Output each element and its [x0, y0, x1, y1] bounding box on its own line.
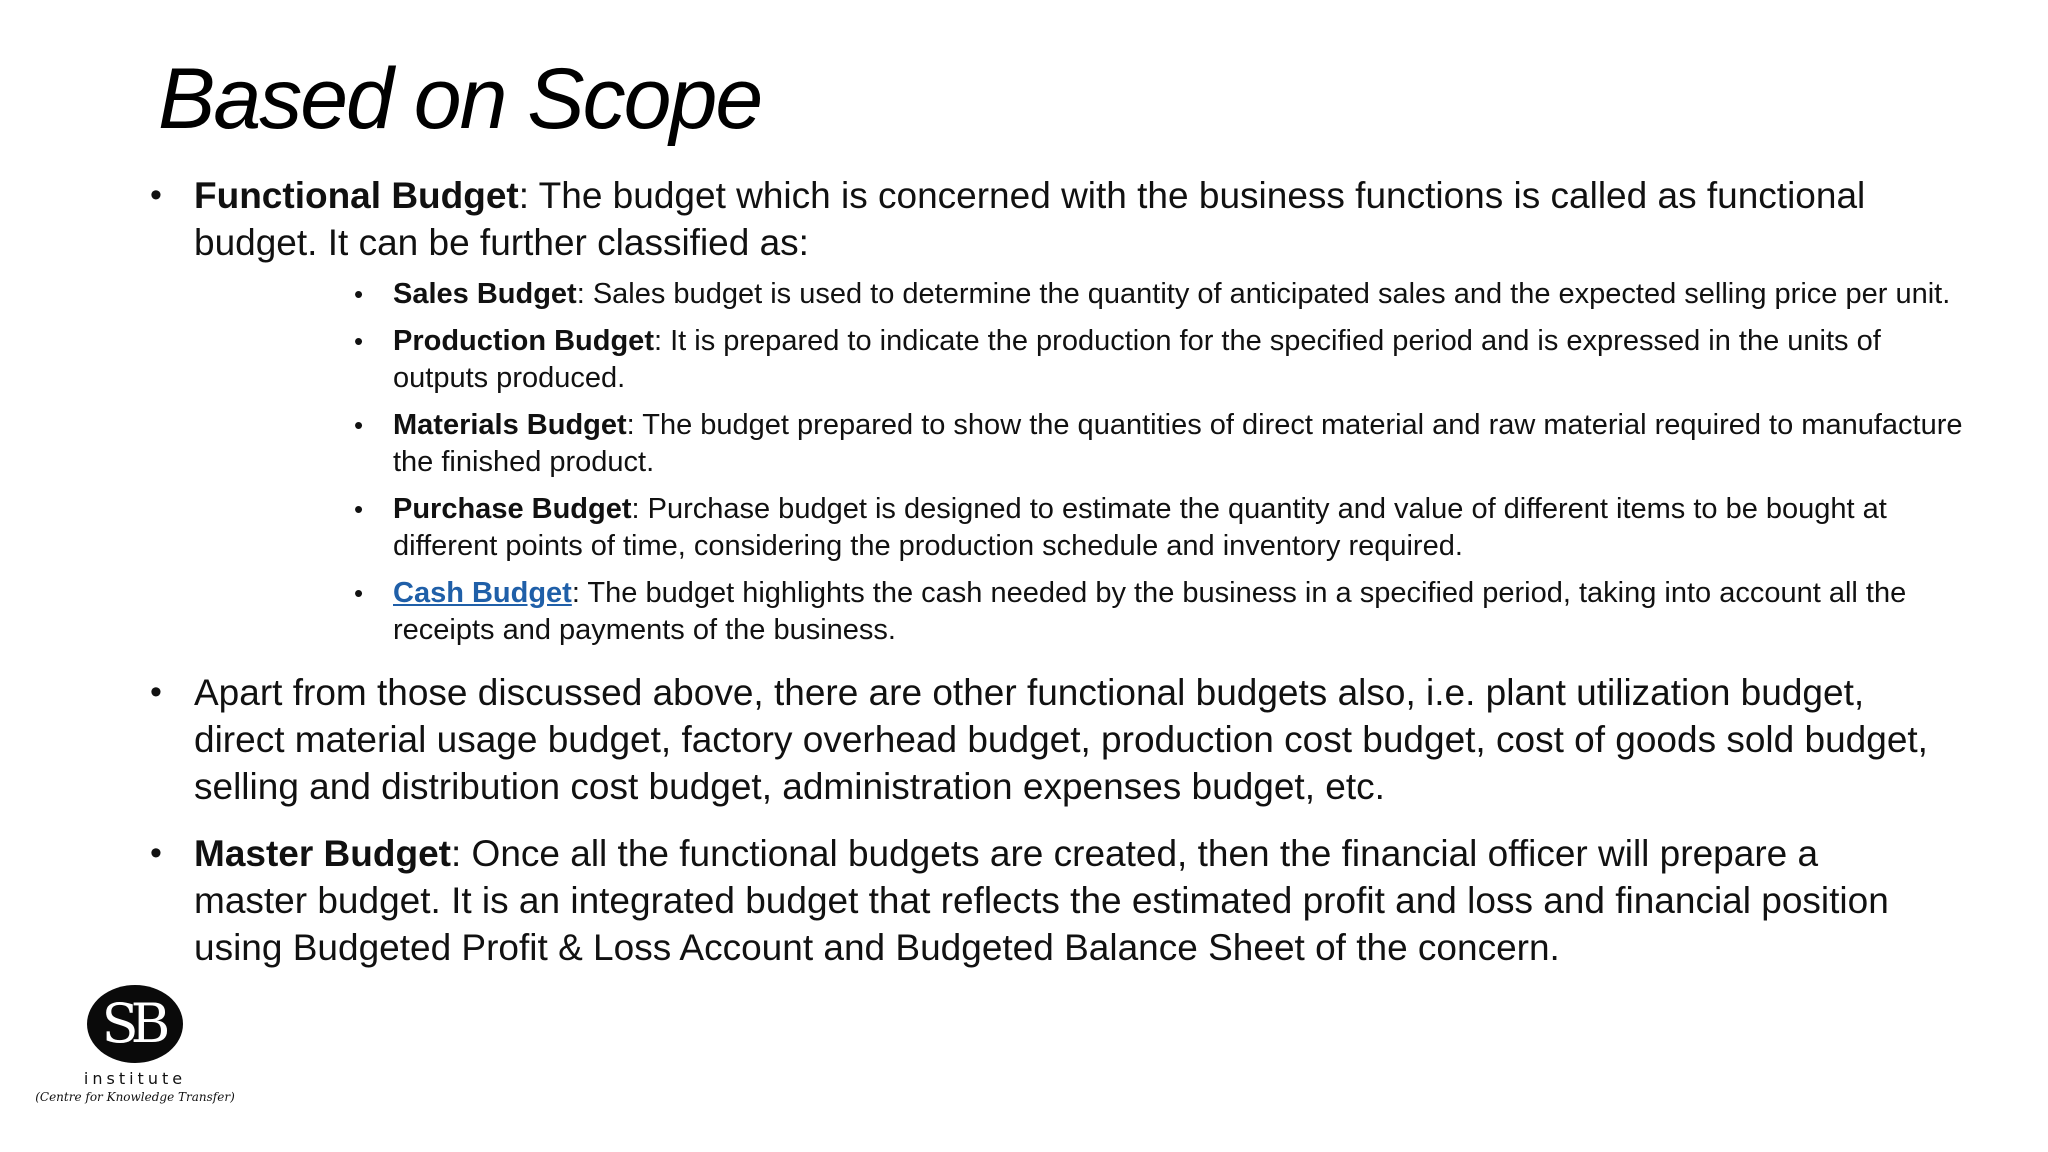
term-functional-budget: Functional Budget [194, 175, 519, 216]
text-purchase-budget: : Purchase budget is designed to estimate the quantity and value of different items to be bought at different points of time, considering the production schedule and inventory required. [393, 493, 1887, 562]
bullet-functional-budget [150, 172, 1963, 649]
logo-mark-icon: SB [87, 985, 183, 1063]
term-purchase-budget: Purchase Budget [393, 493, 632, 525]
term-production-budget: Production Budget [393, 325, 654, 357]
subbullet-marker: • [354, 410, 364, 440]
slide-title: Based on Scope [158, 51, 762, 147]
bullet-other-functional-budgets [150, 669, 1940, 810]
slide-content [150, 172, 1963, 991]
bullet-marker: • [150, 176, 162, 214]
text-cash-budget: : The budget highlights the cash needed by the business in a specified period, taking into account all the receipts and payments of the business. [393, 577, 1907, 646]
text-functional-budget: : The budget which is concerned with the business functions is called as functional budget. It can be further classified as: [194, 175, 1866, 263]
subbullet-marker: • [354, 494, 364, 524]
functional-budget-sublist [194, 276, 1963, 649]
text-materials-budget: : The budget prepared to show the quantities of direct material and raw material required to manufacture the finished product. [393, 409, 1963, 478]
text-sales-budget: : Sales budget is used to determine the quantity of anticipated sales and the expected selling price per unit. [576, 278, 1951, 310]
logo-tagline: (Centre for Knowledge Transfer) [35, 1090, 235, 1104]
logo-name: institute [83, 1069, 187, 1088]
bullet-marker: • [150, 673, 162, 711]
subbullet-sales-budget [194, 276, 1973, 313]
subbullet-marker: • [354, 279, 364, 309]
subbullet-materials-budget [194, 407, 1973, 481]
subbullet-marker: • [354, 326, 364, 356]
term-master-budget: Master Budget [194, 833, 451, 874]
subbullet-production-budget [194, 323, 1973, 397]
bullet-master-budget [150, 830, 1940, 971]
sb-institute-logo [30, 985, 240, 1115]
subbullet-marker: • [354, 578, 364, 608]
subbullet-cash-budget [194, 575, 1973, 649]
text-production-budget: : It is prepared to indicate the production for the specified period and is expressed in the units of outputs produced. [393, 325, 1881, 394]
text-other-functional-budgets: Apart from those discussed above, there are other functional budgets also, i.e. plant utilization budget, direct material usage budget, factory overhead budget, production cost budget, cost of goods sold budget, selling and distribution cost budget, administration expenses budget, etc. [194, 672, 1928, 807]
subbullet-purchase-budget [194, 491, 1973, 565]
term-materials-budget: Materials Budget [393, 409, 627, 441]
term-sales-budget: Sales Budget [393, 278, 577, 310]
cash-budget-link[interactable]: Cash Budget [393, 577, 572, 609]
bullet-marker: • [150, 834, 162, 872]
text-master-budget: : Once all the functional budgets are created, then the financial officer will prepare a master budget. It is an integrated budget that reflects the estimated profit and loss and financial position using Budgeted Profit & Loss Account and Budgeted Balance Sheet of the concern. [194, 833, 1889, 968]
